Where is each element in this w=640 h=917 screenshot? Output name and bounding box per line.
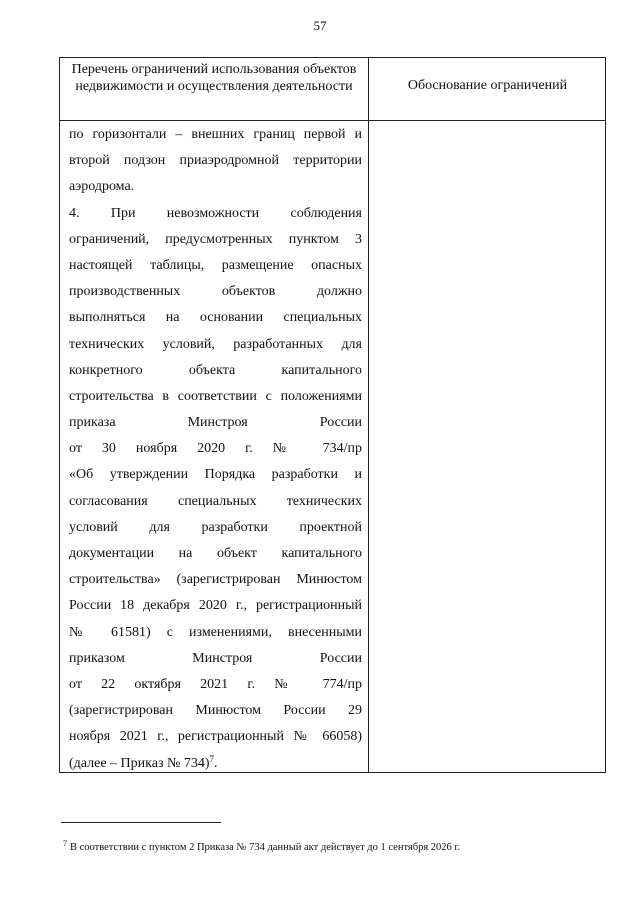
text-line: России 18 декабря 2020 г., регистрационный bbox=[69, 598, 362, 614]
header-divider bbox=[60, 120, 605, 121]
text-line: приказа Минстроя России bbox=[69, 415, 362, 431]
text-line: (далее – Приказ № 734) bbox=[69, 755, 210, 771]
footnote-separator bbox=[61, 822, 221, 823]
text-line: № 61581) с изменениями, внесенными bbox=[69, 624, 362, 640]
text-line: «Об утверждении Порядка разработки и bbox=[69, 467, 362, 483]
footnote-reference[interactable]: 7 bbox=[209, 753, 214, 764]
text-line: ноября 2021 г., регистрационный № 66058) bbox=[69, 729, 362, 745]
header-restrictions-list: Перечень ограничений использования объектов недвижимости и осуществления деятельности bbox=[71, 62, 357, 94]
text-line: (зарегистрирован Минюстом России 29 bbox=[69, 703, 362, 719]
text-line: технических условий, разработанных для bbox=[69, 336, 362, 352]
text-line: от 30 ноября 2020 г. № 734/пр bbox=[69, 441, 362, 457]
text-line: строительства» (зарегистрирован Минюстом bbox=[69, 572, 362, 588]
header-justification: Обоснование ограничений bbox=[407, 78, 568, 93]
footnote-marker: 7 bbox=[63, 839, 67, 848]
text-line: конкретного объекта капитального bbox=[69, 362, 362, 378]
text-line: производственных объектов должно bbox=[69, 284, 362, 300]
text-line: настоящей таблицы, размещение опасных bbox=[69, 257, 362, 273]
text-line: приказом Минстроя России bbox=[69, 650, 362, 666]
text-line: согласования специальных технических bbox=[69, 493, 362, 509]
restrictions-table bbox=[59, 57, 606, 773]
text-line: 4. При невозможности соблюдения bbox=[69, 205, 362, 221]
column-divider bbox=[368, 58, 369, 772]
text-line: второй подзон приаэродромной территории bbox=[69, 153, 362, 169]
text-line: аэродрома. bbox=[69, 179, 135, 195]
restrictions-cell bbox=[69, 122, 362, 777]
text-line: от 22 октября 2021 г. № 774/пр bbox=[69, 676, 362, 692]
text-line: по горизонтали – внешних границ первой и bbox=[69, 127, 362, 142]
text-line: строительства в соответствии с положениями bbox=[69, 388, 362, 404]
page-number: 57 bbox=[313, 18, 327, 33]
text-line: условий для разработки проектной bbox=[69, 519, 362, 535]
text-line: документации на объект капитального bbox=[69, 546, 362, 561]
text-line: выполняться на основании специальных bbox=[69, 310, 362, 326]
footnote bbox=[63, 839, 461, 853]
text-line: ограничений, предусмотренных пунктом 3 bbox=[69, 231, 362, 247]
footnote-text: В соответствии с пунктом 2 Приказа № 734 данный акт действует до 1 сентября 2026 г. bbox=[70, 842, 461, 853]
text-line-last bbox=[69, 751, 362, 777]
sentence-period: . bbox=[214, 755, 218, 771]
